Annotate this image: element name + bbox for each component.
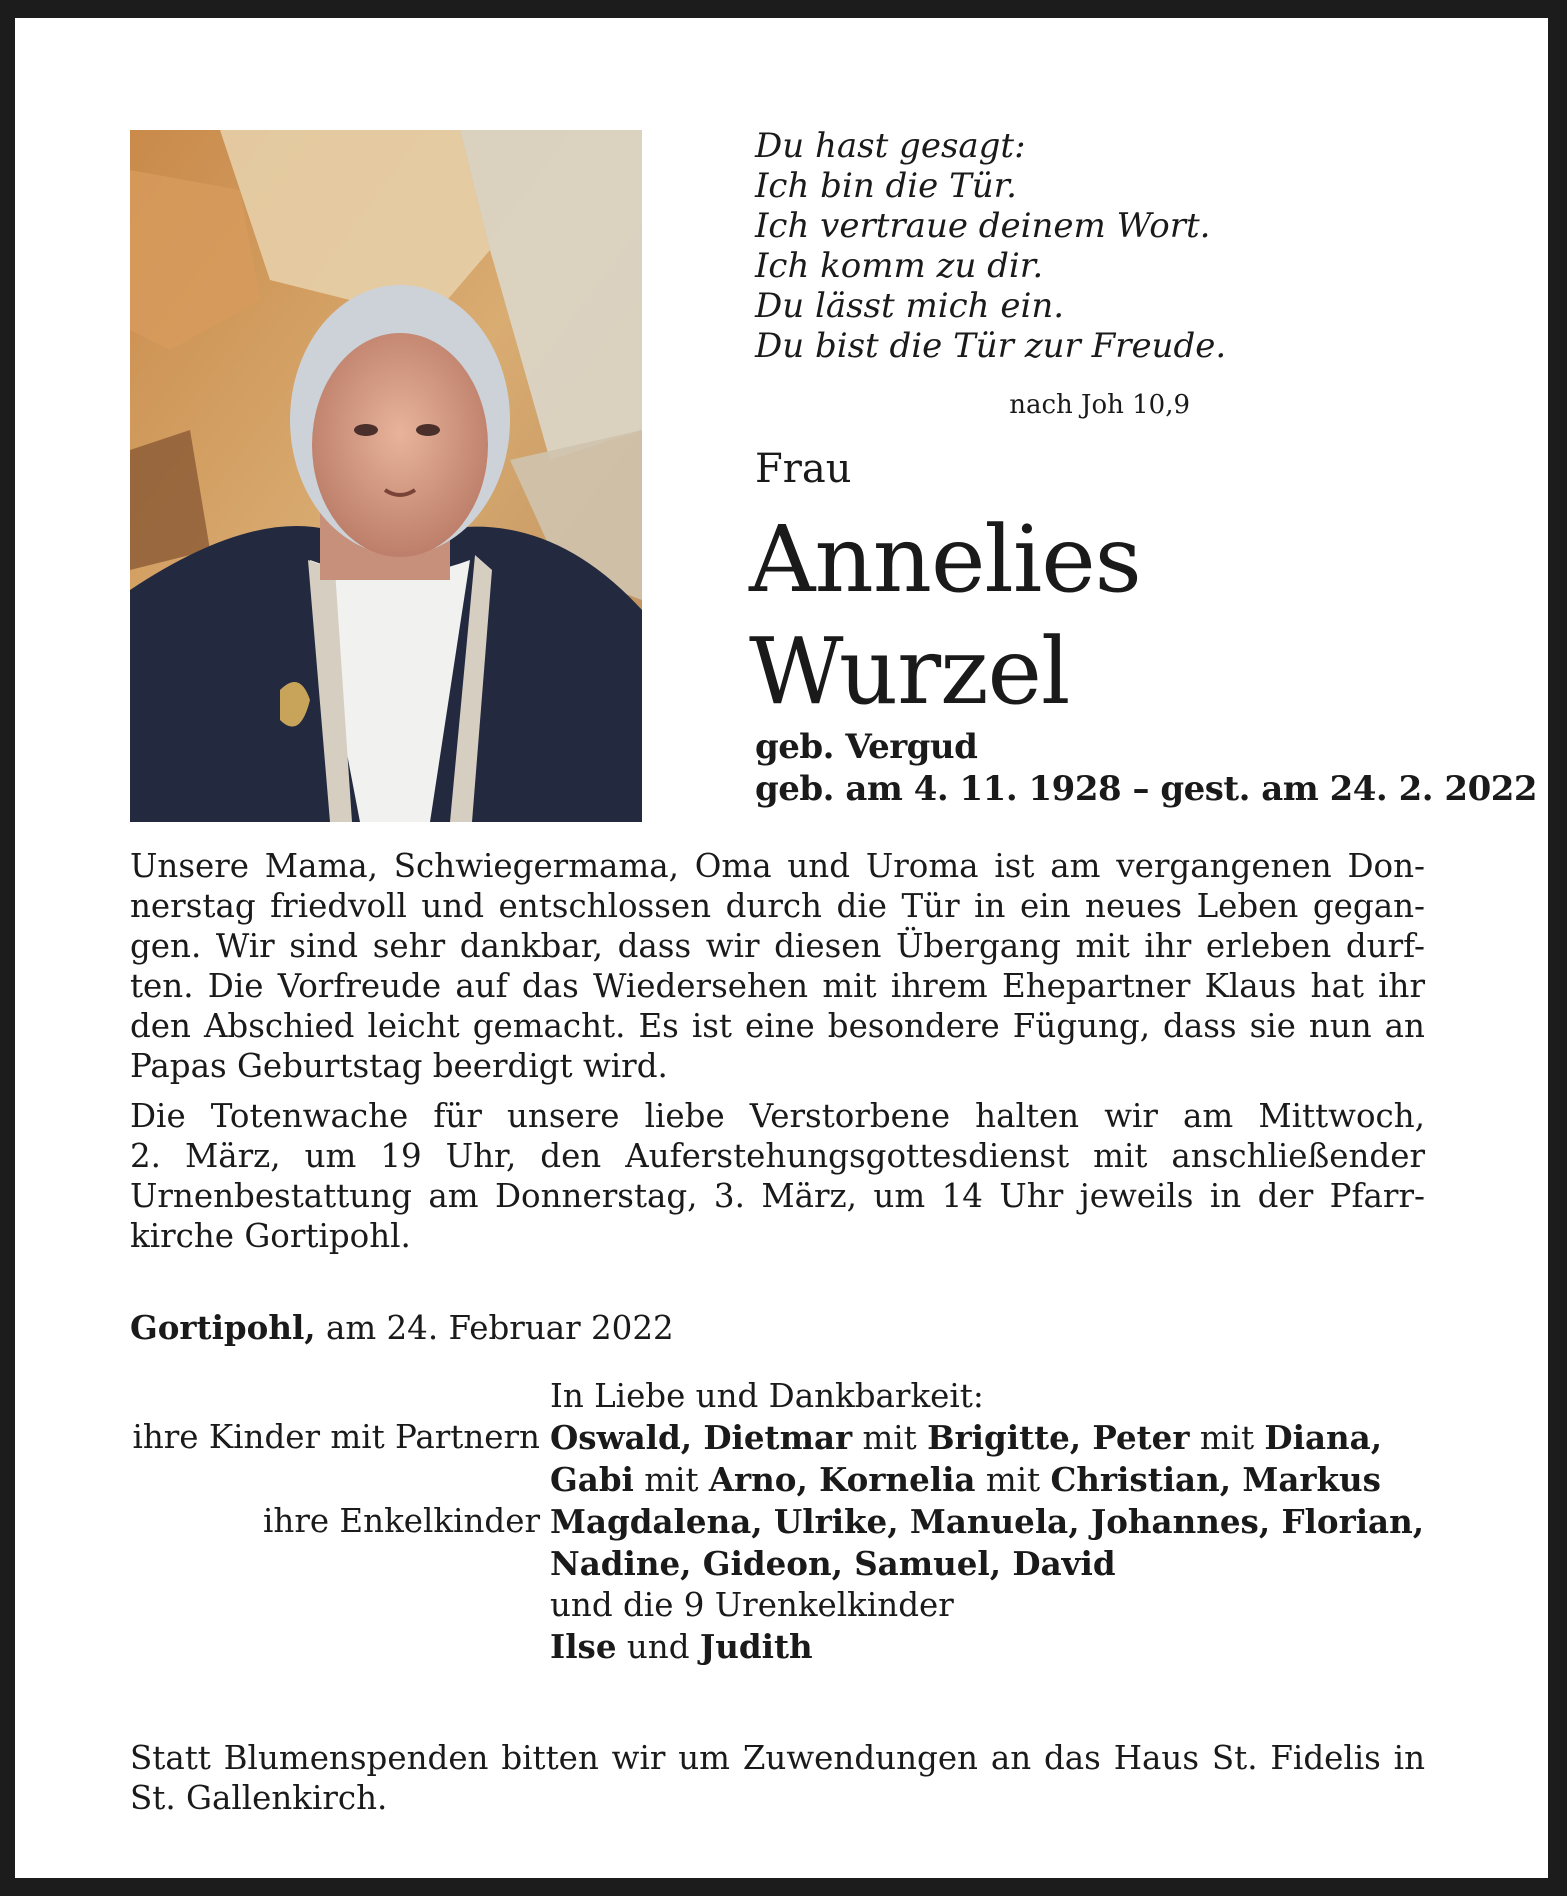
verse-line: Ich vertraue deinem Wort. (755, 206, 1211, 246)
connector-text: mit (1189, 1419, 1265, 1457)
family-name: Judith (699, 1627, 813, 1666)
grandchildren-label: ihre Enkelkinder (263, 1502, 540, 1540)
family-name: Oswald, Dietmar (550, 1418, 853, 1457)
place-date-text: am 24. Februar 2022 (315, 1309, 674, 1347)
verse-line: Du bist die Tür zur Freude. (755, 326, 1227, 366)
text-line: ten. Die Vorfreude auf das Wiedersehen mit ihrem Ehepartner Klaus hat ihr (130, 967, 1425, 1005)
first-name: Annelies (749, 506, 1141, 613)
verse-line: Du lässt mich ein. (755, 286, 1065, 326)
family-list (130, 1376, 1440, 1668)
verse-line: Ich komm zu dir. (755, 246, 1044, 286)
announcement-text (130, 846, 1425, 1256)
text-line: Die Totenwache für unsere liebe Verstorbene halten wir am Mittwoch, (130, 1097, 1425, 1135)
last-name: Wurzel (749, 618, 1070, 725)
text-line: gen. Wir sind sehr dankbar, dass wir diesen Übergang mit ihr erleben durf- (130, 927, 1425, 965)
connector-text: mit (633, 1461, 709, 1499)
text-line: den Abschied leicht gemacht. Es ist eine besondere Fügung, dass sie nun an (130, 1007, 1425, 1045)
grandchildren-line: Nadine, Gideon, Samuel, David (550, 1544, 1116, 1583)
obituary-card (15, 18, 1548, 1878)
children-label: ihre Kinder mit Partnern (132, 1418, 540, 1456)
text-line: Unsere Mama, Schwiegermama, Oma und Uroma ist am vergangenen Don- (130, 847, 1425, 885)
family-name: Brigitte, Peter (927, 1418, 1190, 1457)
person-name (749, 504, 1141, 728)
final-names (550, 1626, 813, 1668)
family-name: Diana, (1264, 1418, 1383, 1457)
family-name: Ilse (550, 1627, 617, 1666)
great-grandchildren: und die 9 Urenkelkinder (550, 1586, 954, 1624)
life-dates: geb. am 4. 11. 1928 – gest. am 24. 2. 2022 (755, 769, 1538, 809)
place-town: Gortipohl, (130, 1308, 316, 1347)
place-date (130, 1308, 674, 1347)
text-line: Papas Geburtstag beerdigt wird. (130, 1047, 668, 1085)
closing-line: St. Gallenkirch. (130, 1779, 388, 1817)
text-line: 2. März, um 19 Uhr, den Auferstehungsgottesdienst mit anschließender (130, 1137, 1425, 1175)
connector-text: und (616, 1628, 700, 1666)
family-name: Arno, Kornelia (708, 1460, 976, 1499)
connector-text: mit (975, 1461, 1051, 1499)
closing-note (130, 1738, 1425, 1818)
text-line: nerstag friedvoll und entschlossen durch die Tür in ein neues Leben gegan- (130, 887, 1425, 925)
portrait-photo (130, 130, 642, 822)
text-line: Urnenbestattung am Donnerstag, 3. März, um 14 Uhr jeweils in der Pfarr- (130, 1177, 1425, 1215)
birth-info (755, 726, 1537, 810)
verse (755, 126, 1226, 366)
family-intro: In Liebe und Dankbarkeit: (550, 1377, 984, 1415)
grandchildren-line: Magdalena, Ulrike, Manuela, Johannes, Florian, (550, 1502, 1425, 1541)
children-line (550, 1417, 1382, 1459)
verse-reference: nach Joh 10,9 (1009, 390, 1190, 420)
verse-line: Ich bin die Tür. (755, 166, 1017, 206)
children-line (550, 1459, 1381, 1501)
verse-line: Du hast gesagt: (755, 126, 1026, 166)
closing-line: Statt Blumenspenden bitten wir um Zuwendungen an das Haus St. Fidelis in (130, 1739, 1425, 1777)
birth-name: geb. Vergud (755, 727, 978, 767)
connector-text: mit (852, 1419, 928, 1457)
person-title: Frau (755, 446, 852, 492)
family-name: Christian, Markus (1050, 1460, 1381, 1499)
text-line: kirche Gortipohl. (130, 1217, 411, 1255)
family-name: Gabi (550, 1460, 634, 1499)
